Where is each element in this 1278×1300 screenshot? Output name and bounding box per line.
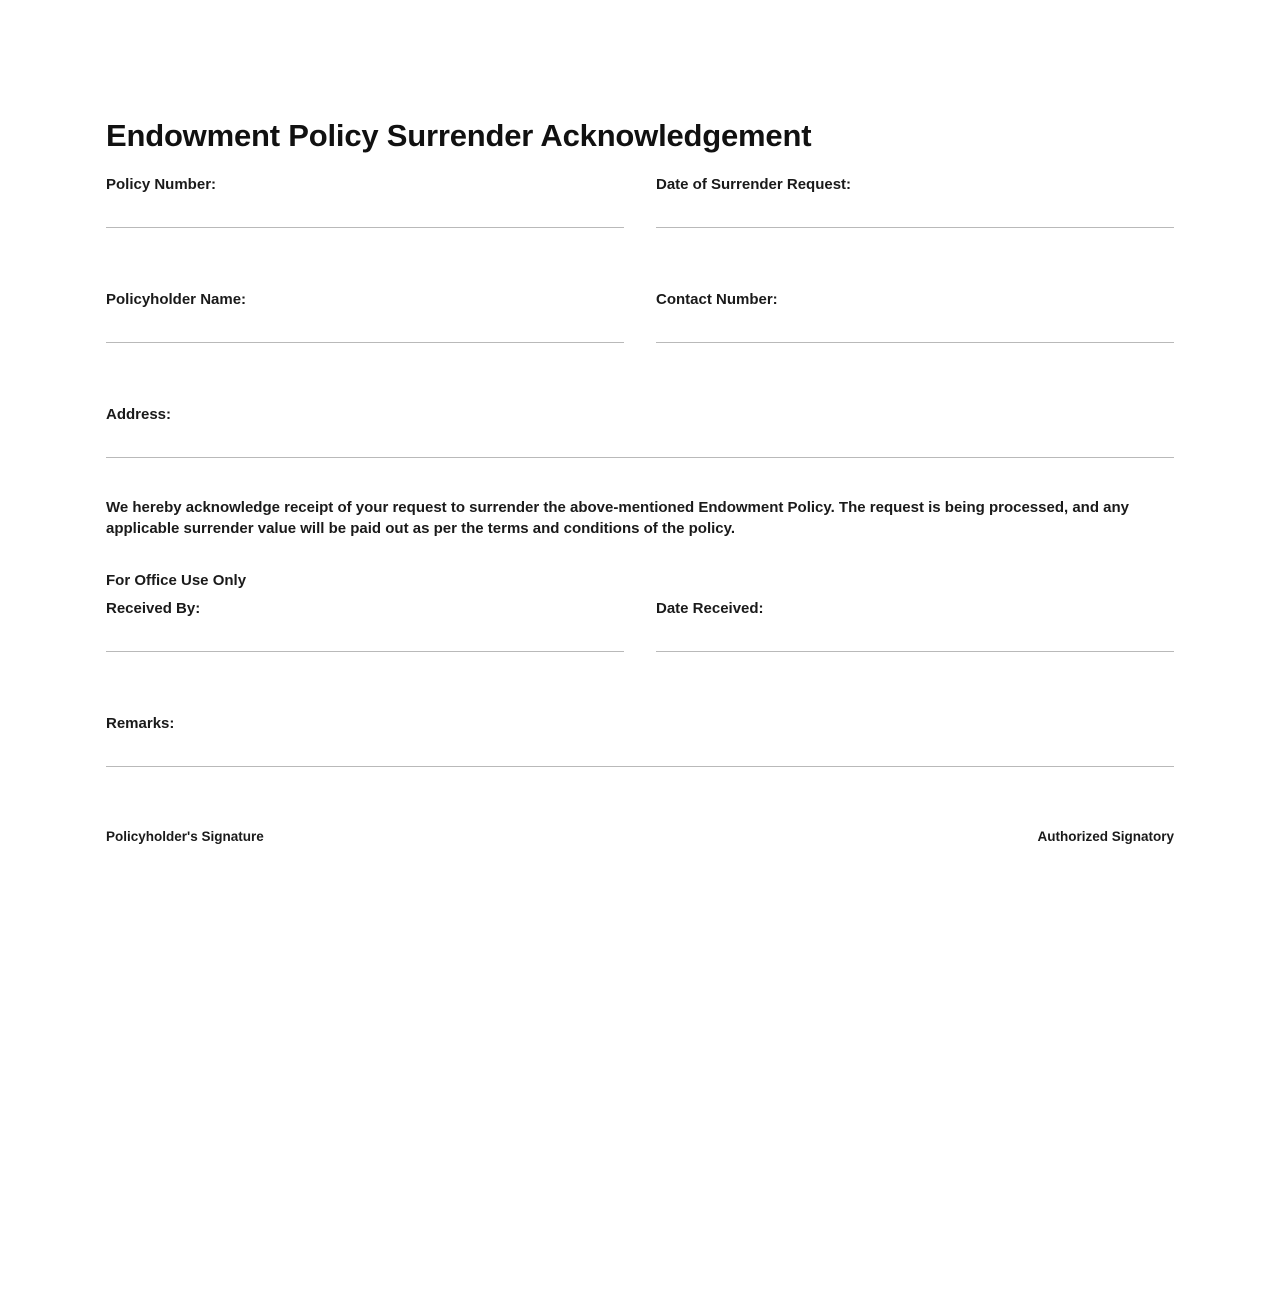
field-group-date-received xyxy=(656,600,1174,652)
page-title: Endowment Policy Surrender Acknowledgement xyxy=(106,118,812,153)
policyholder-name-input-line[interactable] xyxy=(106,342,624,343)
policy-number-input-line[interactable] xyxy=(106,227,624,228)
policyholder-signature-label: Policyholder's Signature xyxy=(106,829,264,845)
field-group-date-of-surrender-request xyxy=(656,176,1174,228)
remarks-label: Remarks: xyxy=(106,715,175,733)
field-group-policy-number xyxy=(106,176,624,228)
date-of-surrender-request-input-line[interactable] xyxy=(656,227,1174,228)
office-use-heading: For Office Use Only xyxy=(106,572,247,590)
field-group-policyholder-name xyxy=(106,291,624,343)
field-row-policy xyxy=(106,176,1174,228)
authorized-signatory-label: Authorized Signatory xyxy=(1037,829,1174,845)
field-group-address xyxy=(106,406,1174,458)
received-by-label: Received By: xyxy=(106,600,201,618)
address-label: Address: xyxy=(106,405,172,423)
date-received-input-line[interactable] xyxy=(656,651,1174,652)
received-by-input-line[interactable] xyxy=(106,651,624,652)
policyholder-name-label: Policyholder Name: xyxy=(106,290,247,308)
field-row-policyholder xyxy=(106,291,1174,343)
contact-number-label: Contact Number: xyxy=(656,290,778,308)
document-body xyxy=(106,0,1174,844)
field-group-remarks xyxy=(106,715,1174,767)
field-group-received-by xyxy=(106,600,624,652)
date-received-label: Date Received: xyxy=(656,600,764,618)
field-row-office-use xyxy=(106,600,1174,652)
signature-row xyxy=(106,829,1174,844)
contact-number-input-line[interactable] xyxy=(656,342,1174,343)
field-group-contact-number xyxy=(656,291,1174,343)
policy-number-label: Policy Number: xyxy=(106,175,217,193)
acknowledgement-paragraph: We hereby acknowledge receipt of your request to surrender the above-mentioned Endowment Policy. The request is being processed, and any applicable surrender value will be paid out as per the terms and conditions of the policy. xyxy=(106,498,1130,538)
date-of-surrender-request-label: Date of Surrender Request: xyxy=(656,175,852,193)
